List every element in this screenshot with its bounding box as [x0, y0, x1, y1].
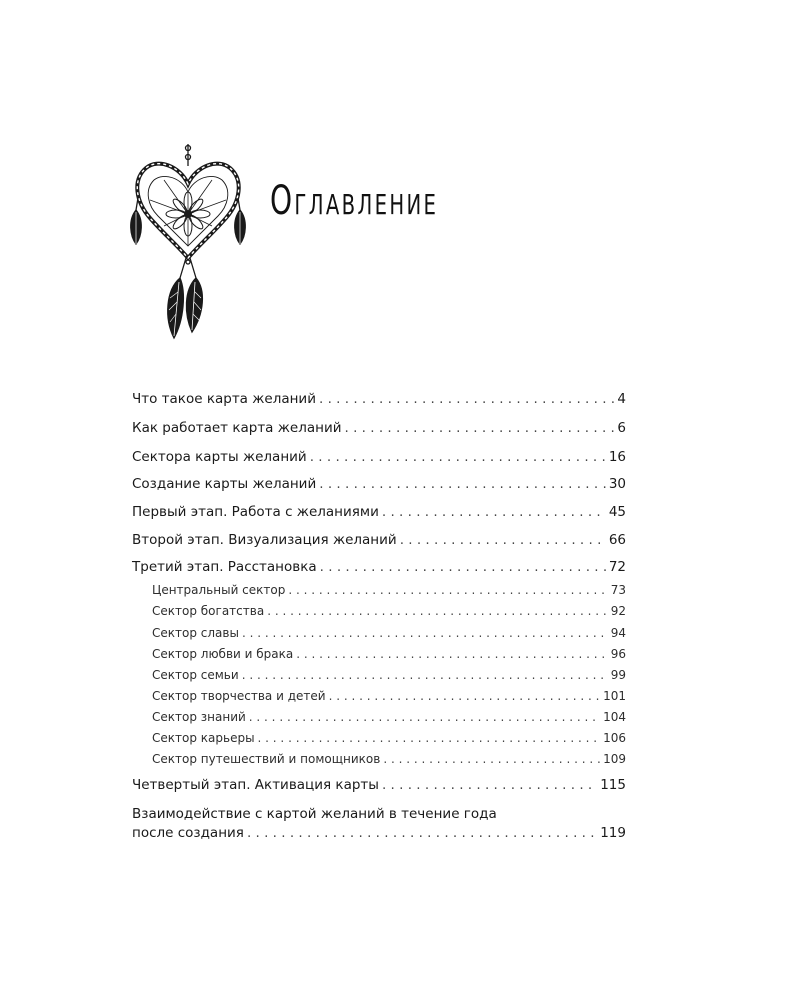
toc-entry-label: Второй этап. Визуализация желаний — [132, 532, 397, 548]
leader-dots — [247, 824, 597, 842]
leader-dots — [242, 666, 608, 684]
toc-entry-page: 115 — [600, 777, 626, 793]
toc-entry-page: 6 — [617, 420, 626, 436]
toc-entry-page: 96 — [610, 647, 626, 661]
toc-entry-page: 73 — [610, 583, 626, 597]
toc-entry-page: 30 — [608, 476, 626, 492]
toc-entry[interactable] — [132, 475, 626, 493]
leader-dots — [400, 531, 606, 549]
toc-entry-page: 109 — [603, 752, 626, 766]
toc-entry-page: 72 — [608, 559, 626, 575]
toc-entry-page: 99 — [610, 668, 626, 682]
leader-dots — [345, 419, 615, 437]
toc-entry-page: 4 — [617, 391, 626, 407]
toc-entry-label: Как работает карта желаний — [132, 420, 342, 436]
leader-dots — [242, 624, 608, 642]
toc-entry[interactable] — [132, 503, 626, 521]
toc-subentry[interactable] — [152, 666, 626, 684]
leader-dots — [319, 390, 614, 408]
leader-dots — [267, 602, 608, 620]
toc-subentry[interactable] — [152, 645, 626, 663]
toc-entry-label: Четвертый этап. Активация карты — [132, 777, 379, 793]
toc-entry-label: Сектор любви и брака — [152, 647, 294, 661]
toc-entry-label: после создания — [132, 825, 244, 841]
toc-entry-page: 106 — [603, 731, 626, 745]
toc-entry-page: 16 — [608, 449, 626, 465]
toc-entry-label: Сектор славы — [152, 626, 239, 640]
leader-dots — [319, 475, 606, 493]
leader-dots — [310, 448, 606, 466]
toc-subentry[interactable] — [152, 750, 626, 768]
toc-entry-label: Первый этап. Работа с желаниями — [132, 504, 379, 520]
toc-subentry[interactable] — [152, 602, 626, 620]
toc-entry[interactable] — [132, 824, 626, 842]
toc-subentry[interactable] — [152, 708, 626, 726]
toc-entry-page: 119 — [600, 825, 626, 841]
toc-entry-label: Сектор семьи — [152, 668, 239, 682]
toc-entry-label: Сектор путешествий и помощников — [152, 752, 381, 766]
toc-entry-page: 104 — [603, 710, 626, 724]
leader-dots — [296, 645, 608, 663]
leader-dots — [383, 750, 600, 768]
toc-entry[interactable] — [132, 558, 626, 576]
leader-dots — [249, 708, 600, 726]
toc-entry[interactable] — [132, 419, 626, 437]
leader-dots — [288, 581, 607, 599]
toc-entry-label: Сектор карьеры — [152, 731, 255, 745]
toc-entry-label: Центральный сектор — [152, 583, 286, 597]
leader-dots — [382, 776, 597, 794]
dreamcatcher-illustration — [124, 140, 252, 344]
toc-entry[interactable] — [132, 776, 626, 794]
toc-subentry[interactable] — [152, 581, 626, 599]
leader-dots — [258, 729, 601, 747]
toc-entry-page: 94 — [610, 626, 626, 640]
toc-entry-label: Что такое карта желаний — [132, 391, 316, 407]
toc-entry[interactable] — [132, 390, 626, 408]
leader-dots — [320, 558, 606, 576]
toc-entry-label: Сектор творчества и детей — [152, 689, 326, 703]
toc-entry-label: Третий этап. Расстановка — [132, 559, 317, 575]
toc-entry-label: Сектора карты желаний — [132, 449, 307, 465]
toc-entry-page: 66 — [608, 532, 626, 548]
toc-entry-label: Сектор богатства — [152, 604, 265, 618]
leader-dots — [329, 687, 601, 705]
toc-entry-label: Сектор знаний — [152, 710, 246, 724]
toc-entry-label: Создание карты желаний — [132, 476, 317, 492]
leader-dots — [382, 503, 606, 521]
toc-subentry[interactable] — [152, 624, 626, 642]
page-title: Оглавление — [270, 178, 439, 224]
toc-entry[interactable] — [132, 448, 626, 466]
toc-entry[interactable] — [132, 531, 626, 549]
toc-entry-page: 92 — [610, 604, 626, 618]
toc-entry-first-line[interactable]: Взаимодействие с картой желаний в течение года — [132, 806, 497, 822]
toc-entry-page: 101 — [603, 689, 626, 703]
toc-subentry[interactable] — [152, 729, 626, 747]
toc-subentry[interactable] — [152, 687, 626, 705]
toc-entry-page: 45 — [608, 504, 626, 520]
